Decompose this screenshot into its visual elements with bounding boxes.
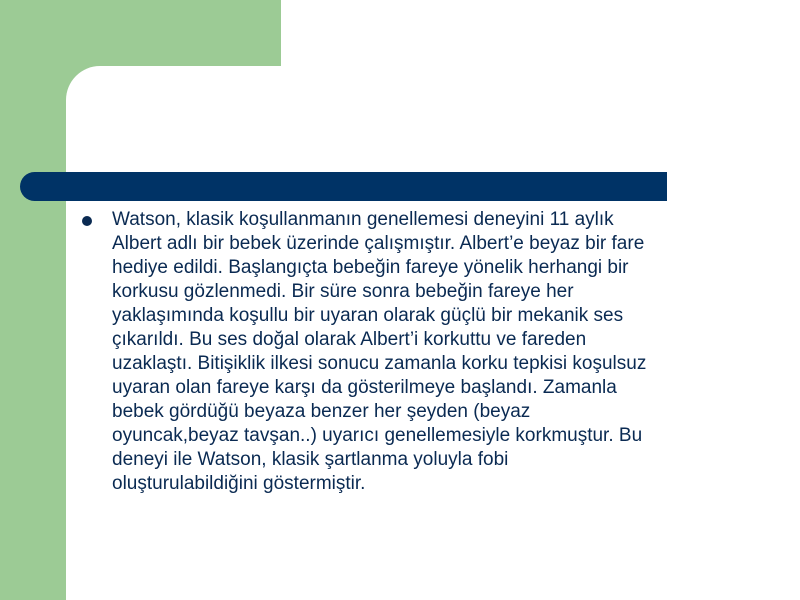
bullet-item [80, 208, 760, 496]
title-bar [20, 172, 667, 201]
bullet-dot-icon [82, 216, 92, 226]
bullet-text: Watson, klasik koşullanmanın genellemesi deneyini 11 aylık Albert adlı bir bebek üzerinde çalışmıştır. Albert’e beyaz bir fare hediye edildi. Başlangıçta bebeğin fareye yönelik herhangi bir korkusu gözlenmedi. Bir süre sonra bebeğin fareye her yaklaşımında koşullu bir uyaran olarak güçlü bir mekanik ses çıkarıldı. Bu ses doğal olarak Albert’i korkuttu ve fareden uzaklaştı. Bitişiklik ilkesi sonucu zamanla korku tepkisi koşulsuz uyaran olan fareye karşı da gösterilmeye başlandı. Zamanla bebek gördüğü beyaza benzer her şeyden (beyaz oyuncak,beyaz tavşan..) uyarıcı genellemesiyle korkmuştur. Bu deneyi ile Watson, klasik şartlanma yoluyla fobi oluşturulabildiğini göstermiştir. [112, 209, 647, 494]
slide-body [80, 208, 760, 496]
